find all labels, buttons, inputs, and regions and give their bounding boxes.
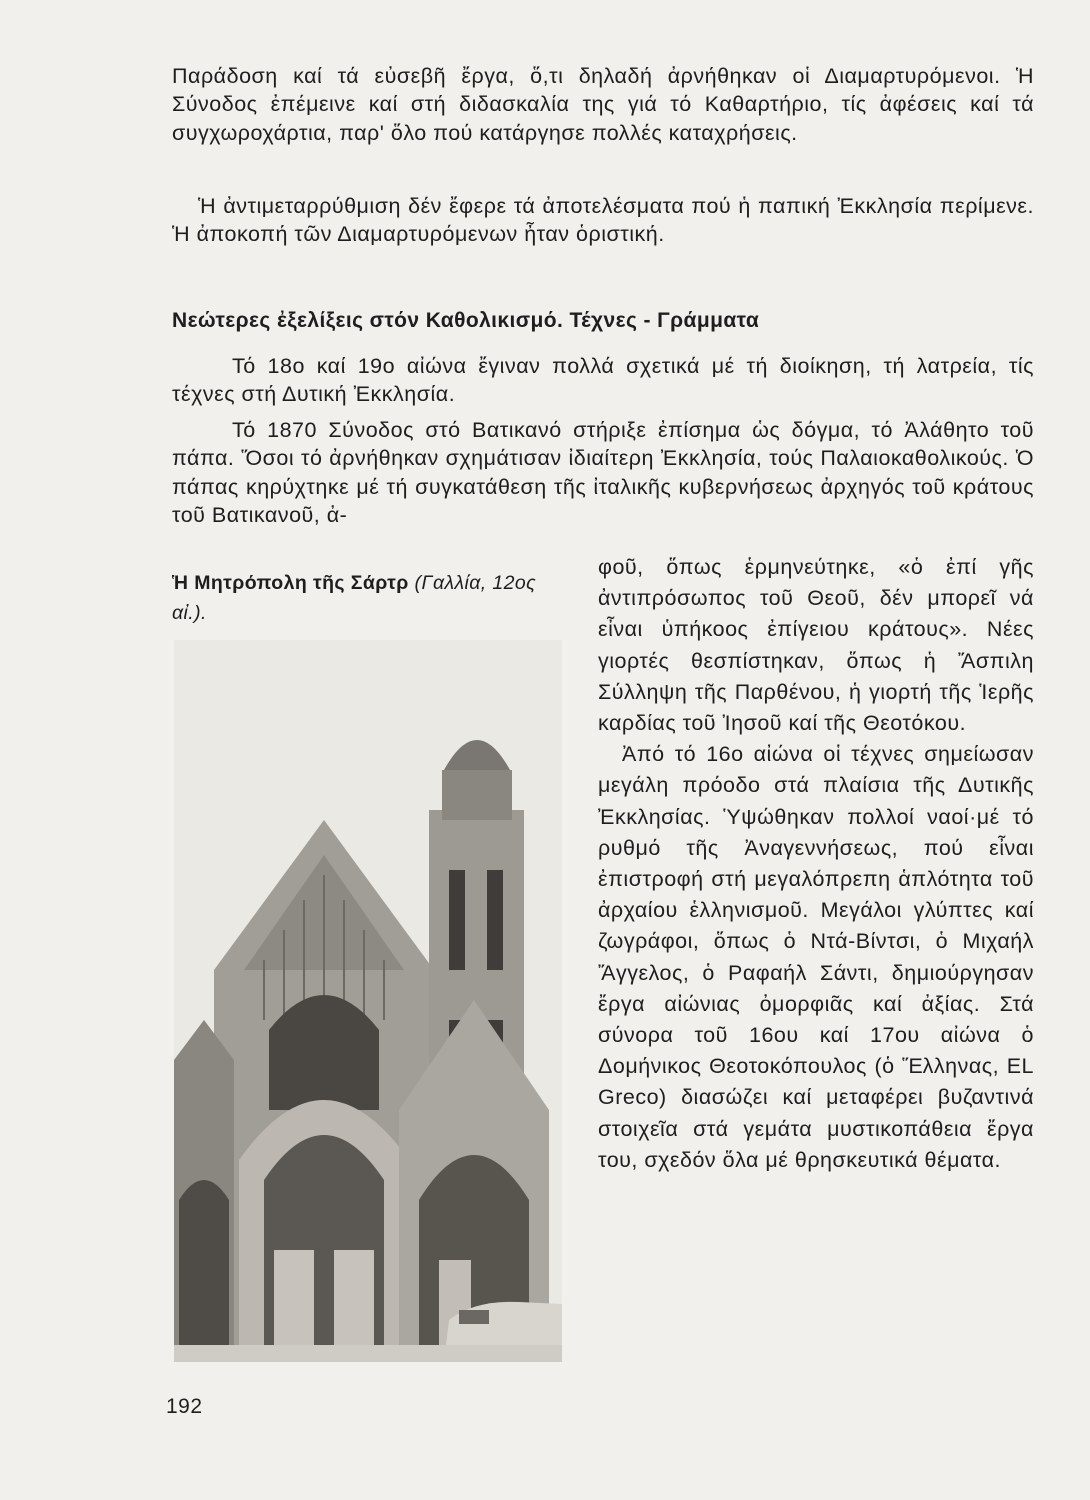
paragraph-3: Τό 18ο καί 19ο αἰώνα ἔγιναν πολλά σχετικά μέ τή διοίκηση, τή λατρεία, τίς τέχνες στή Δυτική Ἐκκλησία. — [172, 354, 1034, 407]
cathedral-photo — [174, 640, 562, 1362]
paragraph-4: Τό 1870 Σύνοδος στό Βατικανό στήριξε ἐπίσημα ὡς δόγμα, τό Ἀλάθητο τοῦ πάπα. Ὅσοι τό ἀρνήθηκαν σχημάτισαν ἰδιαίτερη Ἐκκλησία, τούς Παλαιοκαθολικούς. Ὁ πάπας κηρύχτηκε μέ τή συγκατάθεση τῆς ἰταλικῆς κυβερνήσεως ἀρχηγός τοῦ κράτους τοῦ Βατικανοῦ, ἀ- — [172, 418, 1034, 528]
right-column-text — [598, 552, 1034, 1176]
page-number: 192 — [166, 1395, 203, 1418]
paragraph-1: Παράδοση καί τά εὐσεβῆ ἔργα, ὅ,τι δηλαδή ἀρνήθηκαν οἱ Διαμαρτυρόμενοι. Ἡ Σύνοδος ἐπέμεινε καί στή διδασκαλία της γιά τό Καθαρτήριο, τίς ἀφέσεις καί τά συγχωροχάρτια, παρ' ὅλο πού κατάργησε πολλές καταχρήσεις. — [172, 64, 1034, 145]
caption-detail: (Γαλλία, 12ος αἰ.). — [172, 572, 536, 624]
right-column-paragraph-1: φοῦ, ὅπως ἑρμηνεύτηκε, «ὁ ἐπί γῆς ἀντιπρόσωπος τοῦ Θεοῦ, δέν μπορεῖ νά εἶναι ὑπήκοος ἐπίγειου κράτους». Νέες γιορτές θεσπίστηκαν, ὅπως ἡ Ἄσπιλη Σύλληψη τῆς Παρθένου, ἡ γιορτή τῆς Ἱερῆς καρδίας τοῦ Ἰησοῦ καί τῆς Θεοτόκου. — [598, 555, 1034, 736]
section-heading: Νεώτερες ἐξελίξεις στόν Καθολικισμό. Τέχνες - Γράμματα — [172, 309, 760, 332]
right-column-paragraph-2: Ἀπό τό 16ο αἰώνα οἱ τέχνες σημείωσαν μεγάλη πρόοδο στά πλαίσια τῆς Δυτικῆς Ἐκκλησίας. Ὑψώθηκαν πολλοί ναοί·μέ τό ρυθμό τῆς Ἀναγεννήσεως, πού εἶναι ἐπιστροφή στή μεγαλόπρεπη ἁπλότητα τοῦ ἀρχαίου ἑλληνισμοῦ. Μεγάλοι γλύπτες καί ζωγράφοι, ὅπως ὁ Ντά-Βίντσι, ὁ Μιχαήλ Ἄγγελος, ὁ Ραφαήλ Σάντι, δημιούργησαν ἔργα αἰώνιας ὀμορφιᾶς καί ἀξίας. Στά σύνορα τοῦ 16ου καί 17ου αἰώνα ὁ Δομήνικος Θεοτοκόπουλος (ὁ Ἕλληνας, EL Greco) διασώζει καί μεταφέρει βυζαντινά στοιχεῖα στά γεμάτα μυστικοπάθεια ἔργα του, σχεδόν ὅλα μέ θρησκευτικά θέματα. — [598, 742, 1034, 1172]
paragraph-2: Ἡ ἀντιμεταρρύθμιση δέν ἔφερε τά ἀποτελέσματα πού ἡ παπική Ἐκκλησία περίμενε. Ἡ ἀποκοπή τῶν Διαμαρτυρόμενων ἦταν ὁριστική. — [172, 194, 1034, 247]
figure-caption — [172, 568, 572, 628]
caption-title: Ἡ Μητρόπολη τῆς Σάρτρ — [172, 572, 409, 594]
